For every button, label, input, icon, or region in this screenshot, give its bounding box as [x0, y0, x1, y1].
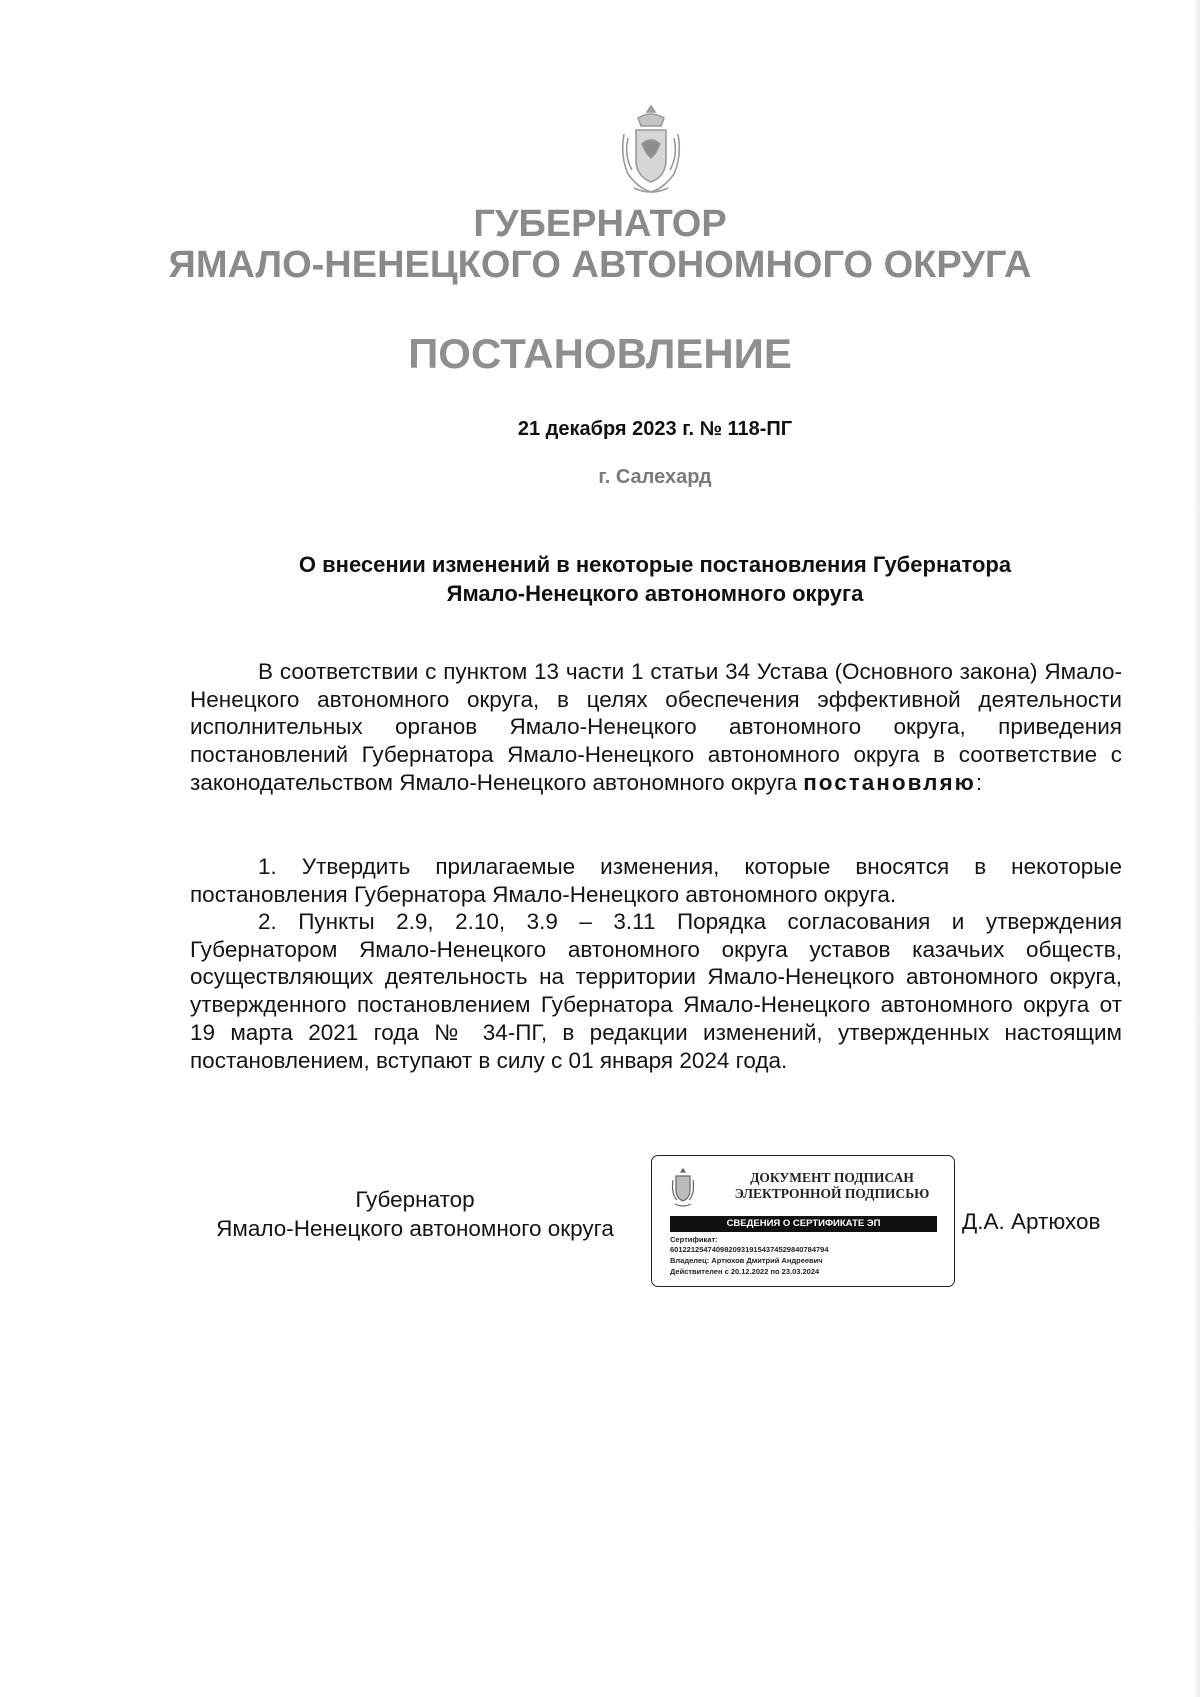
document-title-line: Ямало-Ненецкого автономного округа: [446, 581, 864, 606]
resolve-punct: :: [975, 769, 983, 795]
stamp-certificate-bar: СВЕДЕНИЯ О СЕРТИФИКАТЕ ЭП: [670, 1216, 937, 1232]
document-title-line: О внесении изменений в некоторые постановления Губернатора: [298, 552, 1012, 577]
document-type: ПОСТАНОВЛЕНИЕ: [408, 330, 792, 377]
stamp-validity: Действителен с 20.12.2022 по 23.03.2024: [670, 1267, 820, 1276]
coat-of-arms-icon: [616, 104, 686, 200]
stamp-certificate-number: 60122125474098209319154374529840784794: [670, 1245, 829, 1254]
resolve-word: постановляю: [803, 769, 976, 795]
document-title: [190, 550, 1120, 608]
item-indent: [190, 909, 258, 934]
item-2-text: 2. Пункты 2.9, 2.10, 3.9 – 3.11 Порядка согласования и утверждения Губернатором Ямало-Ненецкого автономного округа уставов казачьих обществ, осуществляющих деятельность на территории Ямало-Ненецкого автономного округа, утвержденного постановлением Губернатора Ямало-Ненецкого автономного округа от 19 марта 2021 года № 34-ПГ, в редакции изменений, утвержденных настоящим постановлением, вступают в силу с 01 января 2024 года.: [190, 909, 1122, 1073]
signatory-position-line: Губернатор: [355, 1187, 475, 1212]
signatory-position: [190, 1185, 640, 1243]
stamp-certificate-label: Сертификат:: [670, 1235, 718, 1244]
document-date-number: 21 декабря 2023 г. № 118-ПГ: [517, 418, 793, 440]
item-indent: [190, 854, 258, 879]
item-1-text: 1. Утвердить прилагаемые изменения, которые вносятся в некоторые постановления Губернатора Ямало-Ненецкого автономного округа.: [190, 854, 1122, 907]
document-city: г. Салехард: [598, 466, 712, 488]
stamp-owner: Владелец: Артюхов Дмитрий Андреевич: [670, 1256, 823, 1265]
stamp-title-line: ДОКУМЕНТ ПОДПИСАН: [750, 1170, 914, 1185]
preamble-indent: [190, 659, 258, 684]
item-2-paragraph: [190, 908, 1122, 1074]
coat-of-arms-icon: [670, 1168, 696, 1208]
item-1-paragraph: [190, 853, 1122, 908]
issuer-region: ЯМАЛО-НЕНЕЦКОГО АВТОНОМНОГО ОКРУГА: [168, 244, 1032, 286]
stamp-title: [722, 1170, 942, 1202]
preamble-text: В соответствии с пунктом 13 части 1 статьи 34 Устава (Основного закона) Ямало-Ненецкого автономного округа, в целях обеспечения эффективной деятельности исполнительных органов Ямало-Ненецкого автономного округа, приведения постановлений Губернатора Ямало-Ненецкого автономного округа в соответствие с законодательством Ямало-Ненецкого автономного округа: [190, 659, 1122, 795]
preamble-paragraph: [190, 658, 1122, 797]
electronic-signature-stamp: [651, 1155, 955, 1287]
signatory-name: Д.А. Артюхов: [962, 1209, 1101, 1234]
signatory-position-line: Ямало-Ненецкого автономного округа: [216, 1216, 614, 1241]
stamp-title-line: ЭЛЕКТРОННОЙ ПОДПИСЬЮ: [734, 1186, 930, 1201]
issuer-title: ГУБЕРНАТОР: [473, 203, 727, 245]
